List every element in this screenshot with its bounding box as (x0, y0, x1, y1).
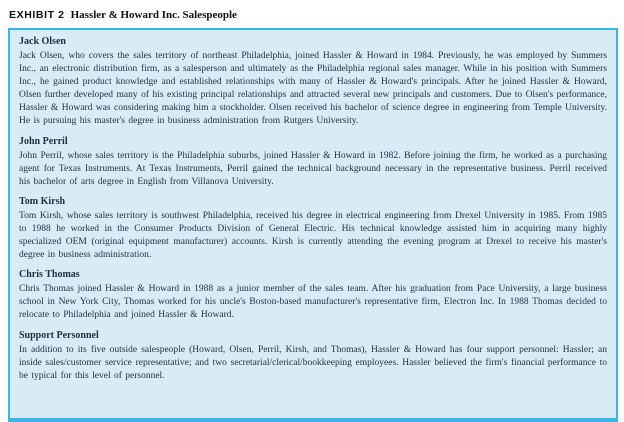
section-heading: John Perril (19, 135, 68, 147)
section-support-personnel (19, 329, 607, 383)
section-tom-kirsh (19, 195, 607, 262)
section-heading: Jack Olsen (19, 36, 66, 47)
section-body: John Perril, whose sales territory is the Philadelphia suburbs, joined Hassler & Howard in 1982. Before joining the firm, he worked as a purchasing agent for Texas Instruments. At Texas Instruments, Perril gained the technical background necessary in the representative business. Perril received his bachelor of arts degree in English from Villanova University. (19, 150, 607, 187)
salespeople-panel (8, 28, 618, 422)
exhibit-label: EXHIBIT 2 (9, 9, 65, 21)
section-chris-thomas (19, 268, 607, 322)
section-body: Jack Olsen, who covers the sales territory of northeast Philadelphia, joined Hassler & Howard in 1984. Previously, he was employed by Summers Inc., an electronic distribution firm, as a salesperson and ultimately as the Philadelphia regional sales manager. While in his position with Summers Inc., he gained product knowledge and established relationships with many of Hassler & Howard's principals. After he joined Hassler & Howard, Olsen further developed many of his existing principal relationships and attracted several new principals and customers. Due to Olsen's performance, Hassler & Howard was considering making him a stockholder. Olsen received his bachelor of science degree in engineering from Temple University. He is pursuing his master's degree in business administration from Rutgers University. (19, 51, 607, 127)
section-body: Tom Kirsh, whose sales territory is southwest Philadelphia, received his degree in electrical engineering from Drexel University in 1985. From 1985 to 1988 he worked in the Consumer Products Division of General Electric. His technical knowledge assisted him in acquiring many highly specialized OEM (original equipment manufacturer) accounts. Kirsh is currently attending the evening program at Drexel to receive his master's degree in business administration. (19, 210, 607, 261)
exhibit-header (8, 4, 618, 28)
section-heading: Tom Kirsh (19, 195, 66, 207)
section-jack-olsen (19, 35, 607, 129)
section-body: Chris Thomas joined Hassler & Howard in 1988 as a junior member of the sales team. After his graduation from Pace University, a large business school in New York City, Thomas worked for his uncle's Boston-based manufacturer's representative firm, Electron Inc. In 1988 Thomas decided to relocate to Philadelphia and joined Hassler & Howard. (19, 284, 607, 321)
section-heading: Support Personnel (19, 329, 99, 341)
exhibit-title: Hassler & Howard Inc. Salespeople (70, 9, 237, 21)
section-heading: Chris Thomas (19, 269, 80, 281)
section-john-perril (19, 135, 607, 189)
section-body: In addition to its five outside salespeople (Howard, Olsen, Perril, Kirsh, and Thomas), Hassler & Howard has four support personnel: Hassler; an inside sales/customer service representative; and two secretarial/clerical/bookkeeping employees. Hassler believed the firm's financial performance to be typical for this level of personnel. (19, 344, 607, 381)
